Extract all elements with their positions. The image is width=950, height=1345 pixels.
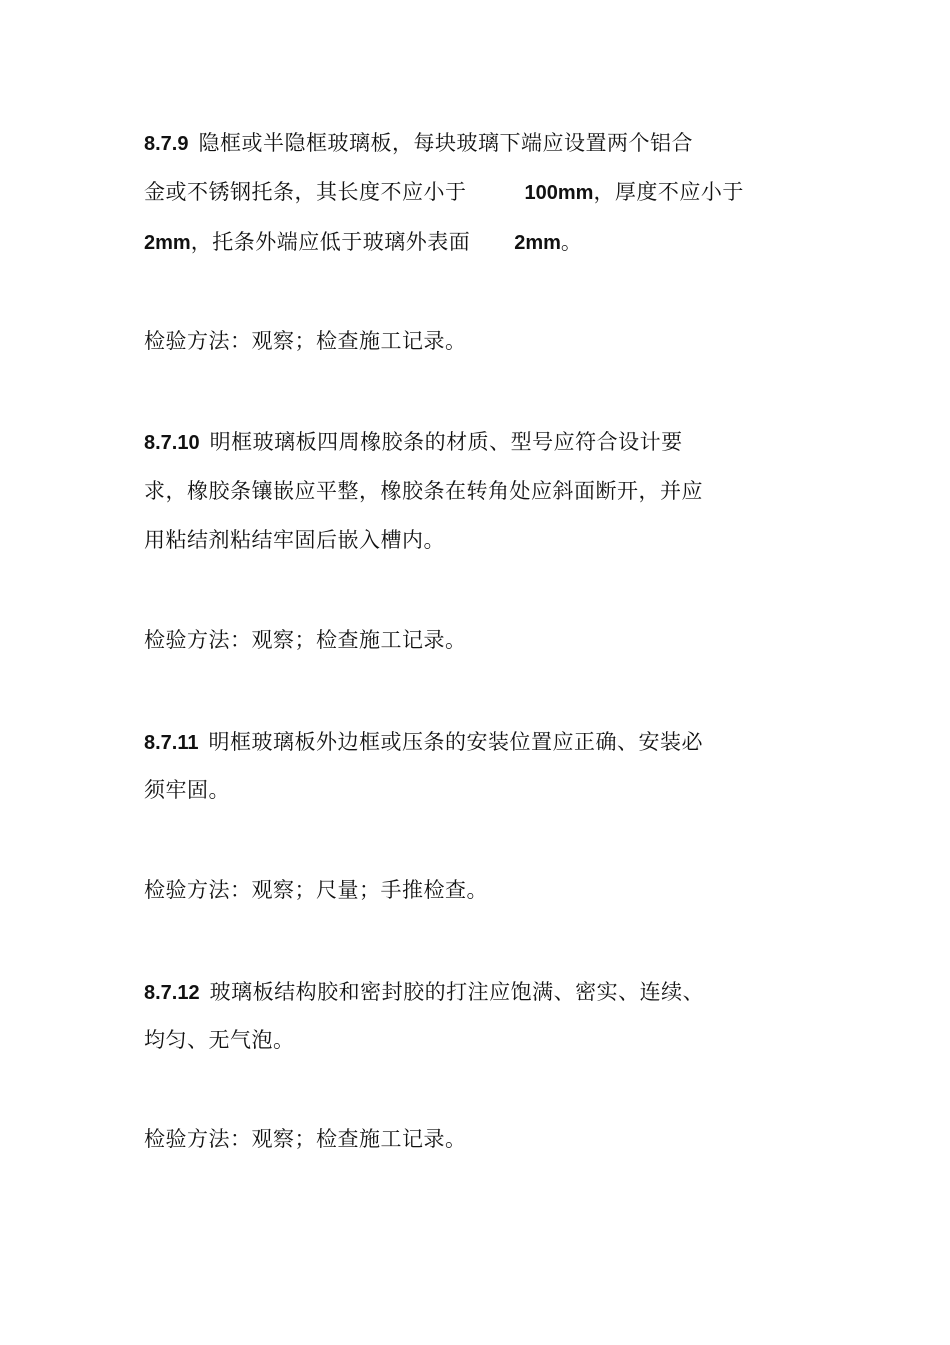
clause-text: 玻璃板结构胶和密封胶的打注应饱满、密实、连续、 <box>209 980 705 1004</box>
clause-8-7-12-line-1 <box>144 977 704 1008</box>
clause-8-7-11-line-1 <box>144 727 703 758</box>
clause-text: ，托条外端应低于玻璃外表面 <box>190 230 471 254</box>
inspection-method: 检验方法：观察；检查施工记录。 <box>144 1127 467 1151</box>
clause-number: 8.7.9 <box>144 133 189 155</box>
clause-8-7-11-line-2: 须牢固。 <box>144 778 230 802</box>
clause-number: 8.7.11 <box>144 732 199 754</box>
clause-8-7-9-line-2 <box>144 177 744 208</box>
clause-text: 隐框或半隐框玻璃板，每块玻璃下端应设置两个铝合 <box>198 131 693 155</box>
clause-8-7-10-line-3: 用粘结剂粘结牢固后嵌入槽内。 <box>144 528 445 552</box>
clause-text: 明框玻璃板四周橡胶条的材质、型号应符合设计要 <box>209 430 683 454</box>
inspection-method: 检验方法：观察；检查施工记录。 <box>144 329 467 353</box>
clause-8-7-12-line-2: 均匀、无气泡。 <box>144 1028 295 1052</box>
value-offset: 2mm <box>514 232 561 254</box>
clause-8-7-10-line-1 <box>144 427 683 458</box>
clause-8-7-10-line-2: 求，橡胶条镶嵌应平整，橡胶条在转角处应斜面断开，并应 <box>144 479 703 503</box>
value-length: 100mm <box>524 182 594 204</box>
value-thickness: 2mm <box>144 232 191 254</box>
clause-8-7-9-line-1 <box>144 128 693 159</box>
inspection-method: 检验方法：观察；检查施工记录。 <box>144 628 467 652</box>
clause-number: 8.7.10 <box>144 432 200 454</box>
clause-text: 明框玻璃板外边框或压条的安装位置应正确、安装必 <box>208 730 704 754</box>
clause-text: 。 <box>560 230 583 254</box>
clause-8-7-9-line-3 <box>144 227 582 258</box>
clause-text: ，厚度不应小于 <box>593 180 744 204</box>
clause-text: 金或不锈钢托条，其长度不应小于 <box>144 180 467 204</box>
clause-number: 8.7.12 <box>144 982 200 1004</box>
inspection-method: 检验方法：观察；尺量；手推检查。 <box>144 878 488 902</box>
